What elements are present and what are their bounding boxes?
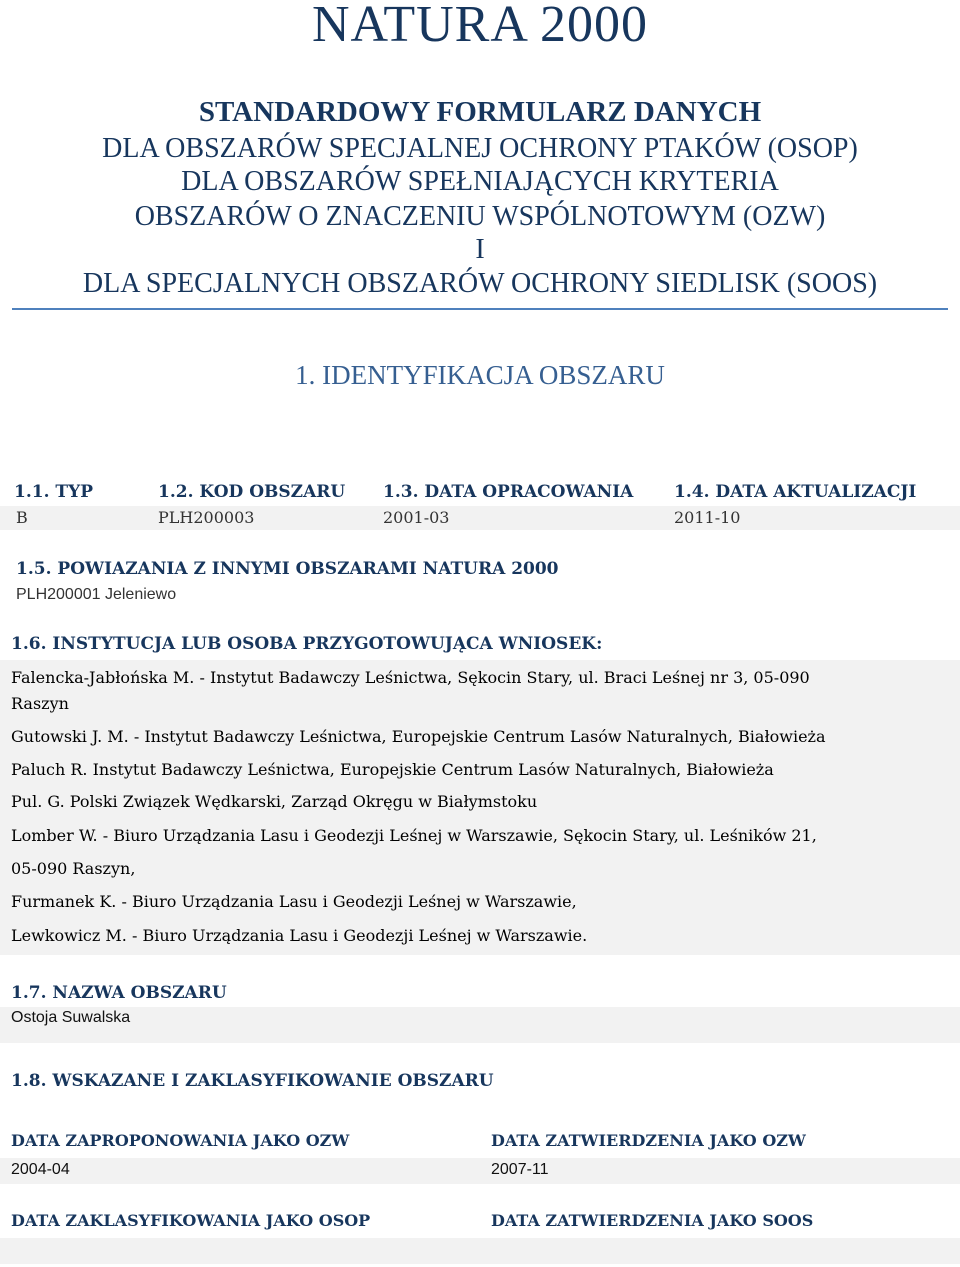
- instytucja-entry: Gutowski J. M. - Instytut Badawczy Leśnictwa, Europejskie Centrum Lasów Naturalnych, Białowieża: [11, 727, 826, 746]
- powiazania-label: 1.5. POWIAZANIA Z INNYMI OBSZARAMI NATURA 2000: [16, 559, 559, 579]
- instytucja-entry: Lewkowicz M. - Biuro Urządzania Lasu i Geodezji Leśnej w Warszawie.: [11, 926, 588, 945]
- data-zatwierdzenia-ozw-label: DATA ZATWIERDZENIA JAKO OZW: [491, 1131, 806, 1150]
- kod-label: 1.2. KOD OBSZARU: [158, 482, 346, 502]
- wskazane-label: 1.8. WSKAZANE I ZAKLASYFIKOWANIE OBSZARU: [11, 1071, 494, 1091]
- data-zatwierdzenia-soos-label: DATA ZATWIERDZENIA JAKO SOOS: [491, 1211, 814, 1230]
- instytucja-entry: Falencka-Jabłońska M. - Instytut Badawczy Leśnictwa, Sękocin Stary, ul. Braci Leśnej nr 3, 05-090: [11, 668, 810, 687]
- daty-values-band: [0, 1158, 960, 1184]
- typ-value: B: [16, 508, 28, 527]
- instytucja-entry: Paluch R. Instytut Badawczy Leśnictwa, Europejskie Centrum Lasów Naturalnych, Białowieża: [11, 760, 774, 779]
- instytucja-entry: Lomber W. - Biuro Urządzania Lasu i Geodezji Leśnej w Warszawie, Sękocin Stary, ul. Leśników 21,: [11, 826, 817, 845]
- header-divider: [12, 308, 948, 310]
- nazwa-label: 1.7. NAZWA OBSZARU: [11, 983, 227, 1003]
- subtitle-line-6: DLA SPECJALNYCH OBSZARÓW OCHRONY SIEDLISK (SOOS): [82, 268, 878, 299]
- subtitle-line-2: DLA OBSZARÓW SPECJALNEJ OCHRONY PTAKÓW (OSOP): [102, 133, 858, 164]
- subtitle-line-3: DLA OBSZARÓW SPEŁNIAJĄCYCH KRYTERIA: [181, 166, 779, 197]
- subtitle-line-5: I: [475, 234, 485, 265]
- instytucja-entry: Furmanek K. - Biuro Urządzania Lasu i Geodezji Leśnej w Warszawie,: [11, 892, 577, 911]
- data-aktualizacji-value: 2011-10: [674, 508, 741, 527]
- instytucja-entry: Pul. G. Polski Związek Wędkarski, Zarząd Okręgu w Białymstoku: [11, 792, 538, 811]
- data-opracowania-value: 2001-03: [383, 508, 450, 527]
- nazwa-value: Ostoja Suwalska: [11, 1009, 131, 1026]
- daty-empty-band: [0, 1238, 960, 1264]
- nazwa-band: [0, 1007, 960, 1043]
- data-zaproponowania-label: DATA ZAPROPONOWANIA JAKO OZW: [11, 1131, 350, 1150]
- document-title: NATURA 2000: [311, 0, 649, 53]
- instytucja-entry: Raszyn: [11, 694, 69, 713]
- instytucja-label: 1.6. INSTYTUCJA LUB OSOBA PRZYGOTOWUJĄCA WNIOSEK:: [11, 634, 603, 654]
- powiazania-value: PLH200001 Jeleniewo: [16, 586, 177, 603]
- subtitle-line-1: STANDARDOWY FORMULARZ DANYCH: [198, 96, 762, 128]
- typ-label: 1.1. TYP: [14, 482, 93, 502]
- data-zatwierdzenia-ozw-value: 2007-11: [491, 1161, 549, 1178]
- data-zaklasyfikowania-label: DATA ZAKLASYFIKOWANIA JAKO OSOP: [11, 1211, 371, 1230]
- data-zaproponowania-value: 2004-04: [11, 1161, 70, 1178]
- data-aktualizacji-label: 1.4. DATA AKTUALIZACJI: [674, 482, 917, 502]
- data-opracowania-label: 1.3. DATA OPRACOWANIA: [383, 482, 634, 502]
- instytucja-entry: 05-090 Raszyn,: [11, 859, 136, 878]
- subtitle-line-4: OBSZARÓW O ZNACZENIU WSPÓLNOTOWYM (OZW): [134, 201, 826, 232]
- section-1-title: 1. IDENTYFIKACJA OBSZARU: [295, 360, 665, 390]
- kod-value: PLH200003: [158, 508, 255, 527]
- identification-values-band: [0, 506, 960, 530]
